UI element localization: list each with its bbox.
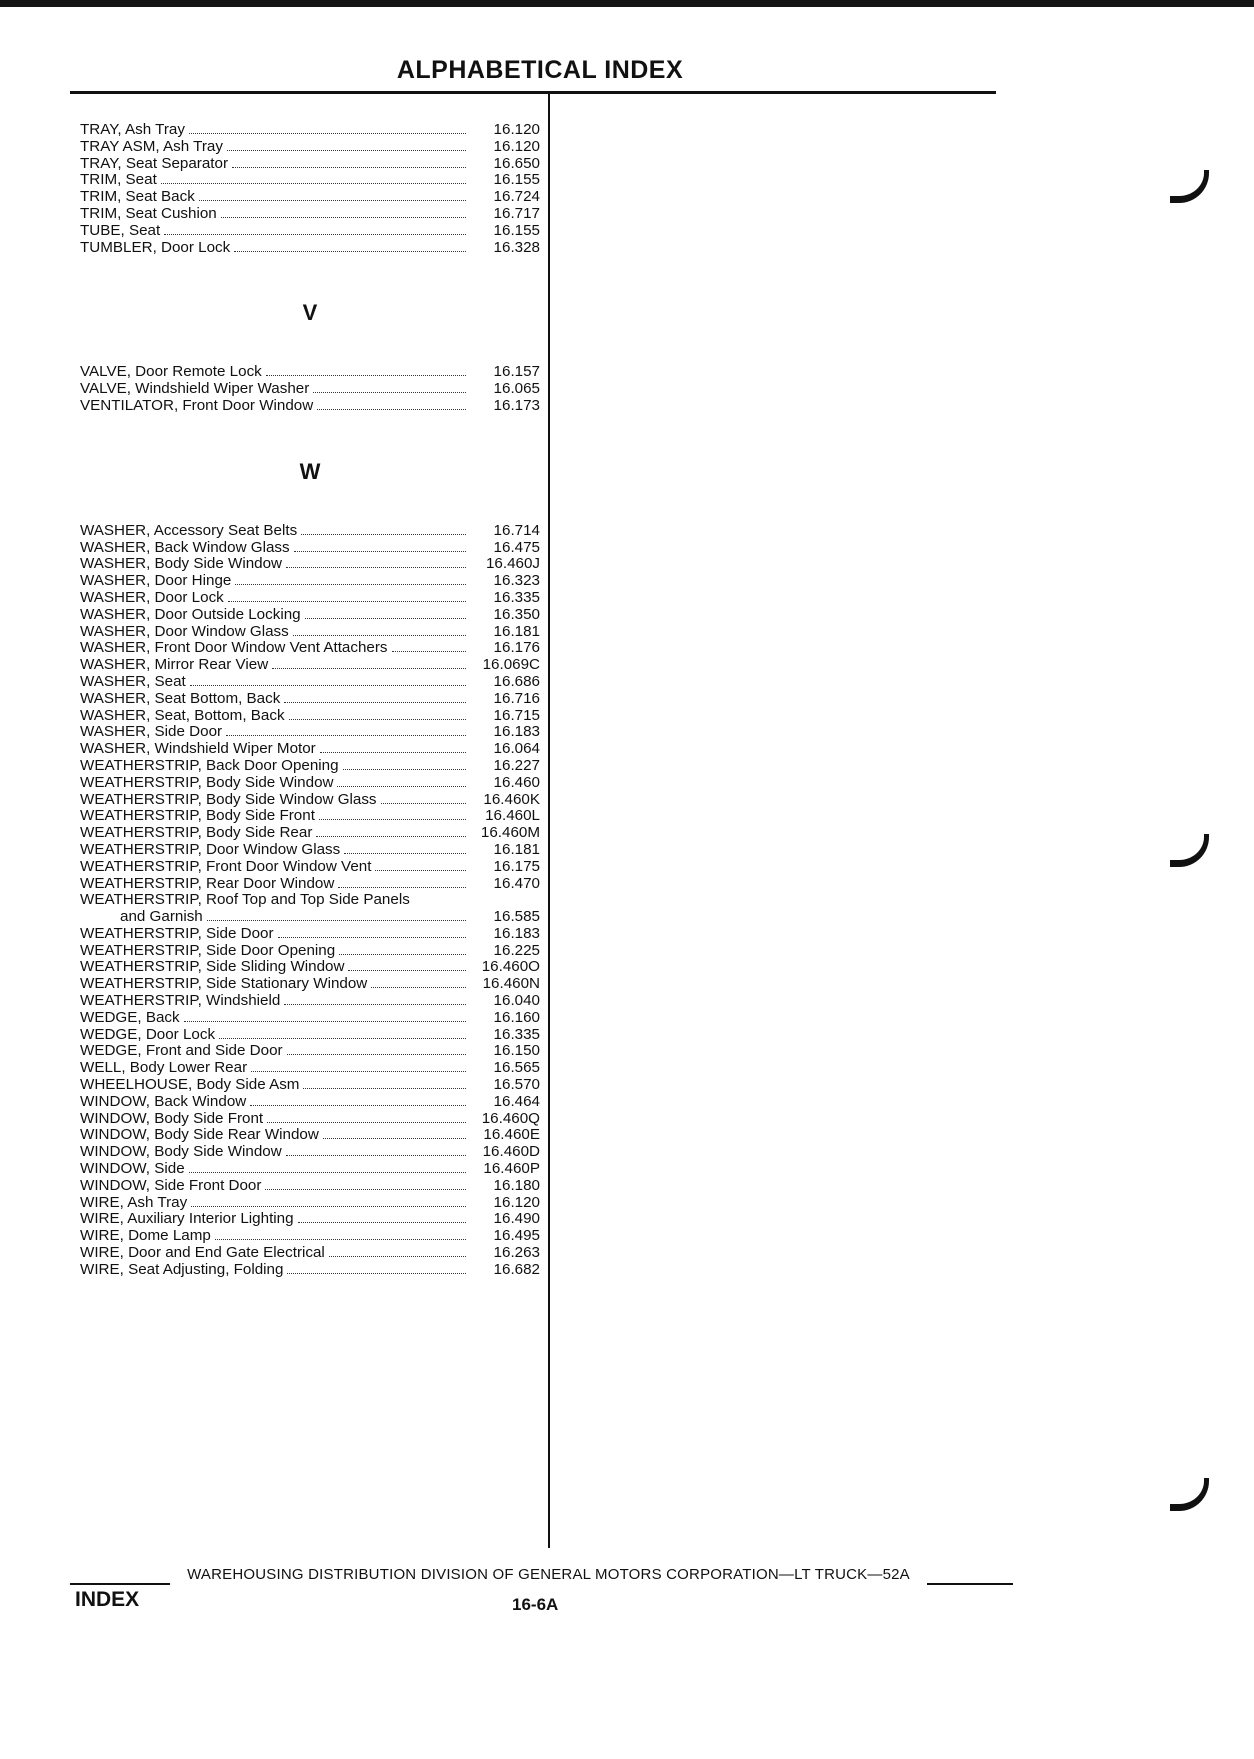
index-entry bbox=[80, 825, 540, 842]
title-underline bbox=[70, 91, 996, 94]
dot-leader bbox=[303, 1088, 466, 1089]
footer-section-label: INDEX bbox=[75, 1588, 140, 1611]
index-section bbox=[80, 122, 540, 256]
dot-leader bbox=[339, 954, 466, 955]
section-letter-heading: V bbox=[302, 300, 318, 326]
entry-label: WEATHERSTRIP, Roof Top and Top Side Panels bbox=[80, 891, 410, 909]
top-border-rule bbox=[0, 0, 1254, 7]
entry-page-ref: 16.065 bbox=[493, 380, 540, 398]
index-entry bbox=[80, 189, 540, 206]
entry-page-ref: 16.328 bbox=[493, 238, 540, 256]
index-entry bbox=[80, 1127, 540, 1144]
entry-label: TRAY ASM, Ash Tray bbox=[80, 137, 223, 155]
entry-page-ref: 16.460Q bbox=[481, 1109, 540, 1127]
index-entry bbox=[80, 206, 540, 223]
entry-label: VALVE, Door Remote Lock bbox=[80, 363, 262, 381]
entry-label: and Garnish bbox=[120, 908, 203, 926]
dot-leader bbox=[286, 1155, 466, 1156]
index-entry bbox=[80, 792, 540, 809]
dot-leader bbox=[265, 1189, 466, 1190]
entry-page-ref: 16.570 bbox=[493, 1076, 540, 1094]
entry-page-ref: 16.120 bbox=[493, 137, 540, 155]
entry-label: WINDOW, Body Side Window bbox=[80, 1143, 282, 1161]
dot-leader bbox=[272, 668, 466, 669]
entry-label: WEATHERSTRIP, Rear Door Window bbox=[80, 874, 335, 892]
entry-page-ref: 16.064 bbox=[493, 740, 540, 758]
dot-leader bbox=[338, 887, 466, 888]
dot-leader bbox=[337, 786, 466, 787]
entry-label: WEATHERSTRIP, Body Side Front bbox=[80, 807, 315, 825]
index-column bbox=[80, 122, 540, 1279]
section-letter-heading: W bbox=[299, 458, 321, 484]
entry-label: VENTILATOR, Front Door Window bbox=[80, 396, 314, 414]
index-entry bbox=[80, 381, 540, 398]
dot-leader bbox=[287, 1054, 466, 1055]
dot-leader bbox=[344, 853, 466, 854]
entry-label: WASHER, Side Door bbox=[80, 723, 223, 741]
entry-page-ref: 16.460E bbox=[483, 1126, 540, 1144]
entry-label: WEATHERSTRIP, Body Side Rear bbox=[80, 824, 313, 842]
dot-leader bbox=[287, 1273, 466, 1274]
dot-leader bbox=[250, 1105, 466, 1106]
index-entry bbox=[80, 640, 540, 657]
index-entry bbox=[80, 139, 540, 156]
entry-label: TRAY, Seat Separator bbox=[80, 154, 229, 172]
dot-leader bbox=[191, 1206, 466, 1207]
entry-page-ref: 16.157 bbox=[493, 363, 540, 381]
entry-page-ref: 16.714 bbox=[493, 521, 540, 539]
index-entry bbox=[80, 674, 540, 691]
entry-page-ref: 16.460N bbox=[482, 975, 540, 993]
index-entry bbox=[80, 993, 540, 1010]
index-entry bbox=[80, 976, 540, 993]
entry-page-ref: 16.460P bbox=[483, 1160, 540, 1178]
index-entry bbox=[80, 1245, 540, 1262]
index-entry bbox=[80, 708, 540, 725]
page-title: ALPHABETICAL INDEX bbox=[396, 56, 684, 84]
entry-page-ref: 16.155 bbox=[493, 171, 540, 189]
entry-page-ref: 16.183 bbox=[493, 723, 540, 741]
dot-leader bbox=[305, 618, 466, 619]
dot-leader bbox=[286, 567, 466, 568]
index-entry bbox=[80, 1144, 540, 1161]
entry-label: WASHER, Seat bbox=[80, 672, 186, 690]
entry-label: TRIM, Seat bbox=[80, 171, 157, 189]
entry-label: WEATHERSTRIP, Windshield bbox=[80, 992, 281, 1010]
entry-label: WINDOW, Side Front Door bbox=[80, 1176, 262, 1194]
entry-page-ref: 16.715 bbox=[493, 706, 540, 724]
dot-leader bbox=[343, 769, 466, 770]
footer-rule-left bbox=[70, 1583, 170, 1585]
dot-leader bbox=[294, 551, 466, 552]
dot-leader bbox=[161, 183, 466, 184]
entry-page-ref: 16.460 bbox=[493, 773, 540, 791]
entry-label: WASHER, Door Hinge bbox=[80, 572, 232, 590]
entry-label: VALVE, Windshield Wiper Washer bbox=[80, 380, 310, 398]
entry-label: WINDOW, Body Side Front bbox=[80, 1109, 264, 1127]
entry-page-ref: 16.716 bbox=[493, 689, 540, 707]
entry-label: WEATHERSTRIP, Side Sliding Window bbox=[80, 958, 345, 976]
dot-leader bbox=[234, 251, 466, 252]
entry-page-ref: 16.682 bbox=[493, 1260, 540, 1278]
index-entry bbox=[80, 1195, 540, 1212]
entry-label: WASHER, Body Side Window bbox=[80, 555, 283, 573]
binder-clip-icon bbox=[1170, 834, 1204, 860]
entry-label: WELL, Body Lower Rear bbox=[80, 1059, 248, 1077]
entry-page-ref: 16.173 bbox=[493, 396, 540, 414]
index-entry bbox=[80, 1094, 540, 1111]
entry-page-ref: 16.495 bbox=[493, 1227, 540, 1245]
entry-page-ref: 16.227 bbox=[493, 756, 540, 774]
entry-label: WASHER, Mirror Rear View bbox=[80, 656, 269, 674]
entry-label: WIRE, Seat Adjusting, Folding bbox=[80, 1260, 284, 1278]
index-entry bbox=[80, 1027, 540, 1044]
index-entry bbox=[80, 240, 540, 257]
entry-page-ref: 16.335 bbox=[493, 588, 540, 606]
entry-label: WASHER, Back Window Glass bbox=[80, 538, 290, 556]
index-entry bbox=[80, 364, 540, 381]
entry-page-ref: 16.069C bbox=[482, 656, 540, 674]
index-entry bbox=[80, 1111, 540, 1128]
entry-page-ref: 16.717 bbox=[493, 204, 540, 222]
entry-page-ref: 16.460K bbox=[483, 790, 540, 808]
entry-label: WEATHERSTRIP, Side Stationary Window bbox=[80, 975, 368, 993]
index-entry bbox=[80, 724, 540, 741]
index-entry bbox=[80, 1228, 540, 1245]
dot-leader bbox=[301, 534, 466, 535]
entry-page-ref: 16.040 bbox=[493, 992, 540, 1010]
binder-clip-icon bbox=[1170, 170, 1204, 196]
index-section bbox=[80, 300, 540, 414]
dot-leader bbox=[284, 702, 466, 703]
dot-leader bbox=[392, 651, 466, 652]
entry-page-ref: 16.155 bbox=[493, 221, 540, 239]
entry-page-ref: 16.120 bbox=[493, 1193, 540, 1211]
dot-leader bbox=[164, 234, 466, 235]
entry-page-ref: 16.181 bbox=[493, 622, 540, 640]
index-entry bbox=[80, 1211, 540, 1228]
dot-leader bbox=[298, 1222, 466, 1223]
entry-page-ref: 16.470 bbox=[493, 874, 540, 892]
dot-leader bbox=[329, 1256, 466, 1257]
entry-page-ref: 16.460O bbox=[481, 958, 540, 976]
dot-leader bbox=[323, 1138, 466, 1139]
index-entry bbox=[80, 926, 540, 943]
dot-leader bbox=[293, 635, 466, 636]
entry-label: WEATHERSTRIP, Door Window Glass bbox=[80, 840, 341, 858]
entry-label: WASHER, Accessory Seat Belts bbox=[80, 521, 298, 539]
entry-label: WIRE, Door and End Gate Electrical bbox=[80, 1244, 325, 1262]
entry-page-ref: 16.180 bbox=[493, 1176, 540, 1194]
index-entry bbox=[80, 1060, 540, 1077]
index-entry bbox=[80, 540, 540, 557]
entry-page-ref: 16.176 bbox=[493, 639, 540, 657]
entry-page-ref: 16.686 bbox=[493, 672, 540, 690]
dot-leader bbox=[189, 133, 466, 134]
entry-label: WASHER, Seat, Bottom, Back bbox=[80, 706, 285, 724]
footer-rule-right bbox=[927, 1583, 1013, 1585]
entry-page-ref: 16.460L bbox=[485, 807, 540, 825]
entry-label: WINDOW, Side bbox=[80, 1160, 185, 1178]
index-section bbox=[80, 459, 540, 1279]
index-entry bbox=[80, 1262, 540, 1279]
entry-page-ref: 16.160 bbox=[493, 1008, 540, 1026]
dot-leader bbox=[226, 735, 466, 736]
index-entry bbox=[80, 775, 540, 792]
entry-label: WEDGE, Front and Side Door bbox=[80, 1042, 283, 1060]
entry-label: WEATHERSTRIP, Side Door Opening bbox=[80, 941, 336, 959]
binder-clip-icon bbox=[1170, 1478, 1204, 1504]
dot-leader bbox=[284, 1004, 466, 1005]
index-entry bbox=[80, 758, 540, 775]
entry-page-ref: 16.335 bbox=[493, 1025, 540, 1043]
dot-leader bbox=[207, 920, 466, 921]
dot-leader bbox=[215, 1239, 466, 1240]
entry-page-ref: 16.585 bbox=[493, 908, 540, 926]
dot-leader bbox=[221, 217, 466, 218]
entry-label: WINDOW, Body Side Rear Window bbox=[80, 1126, 319, 1144]
dot-leader bbox=[316, 836, 466, 837]
dot-leader bbox=[317, 409, 466, 410]
dot-leader bbox=[313, 392, 466, 393]
entry-page-ref: 16.150 bbox=[493, 1042, 540, 1060]
entry-label: TRAY, Ash Tray bbox=[80, 121, 185, 138]
index-entry bbox=[80, 1161, 540, 1178]
entry-label: WIRE, Ash Tray bbox=[80, 1193, 188, 1211]
dot-leader bbox=[199, 200, 466, 201]
entry-page-ref: 16.724 bbox=[493, 188, 540, 206]
entry-label: WASHER, Door Lock bbox=[80, 588, 224, 606]
dot-leader bbox=[371, 987, 466, 988]
index-entry bbox=[80, 892, 540, 909]
index-entry bbox=[80, 122, 540, 139]
entry-label: WEATHERSTRIP, Side Door bbox=[80, 924, 274, 942]
dot-leader bbox=[348, 970, 466, 971]
entry-page-ref: 16.183 bbox=[493, 924, 540, 942]
index-entry bbox=[80, 741, 540, 758]
entry-label: TRIM, Seat Back bbox=[80, 188, 195, 206]
index-entry bbox=[80, 398, 540, 415]
entry-page-ref: 16.263 bbox=[493, 1244, 540, 1262]
dot-leader bbox=[251, 1071, 466, 1072]
entry-page-ref: 16.565 bbox=[493, 1059, 540, 1077]
entry-label: WEATHERSTRIP, Body Side Window bbox=[80, 773, 334, 791]
footer-publisher: WAREHOUSING DISTRIBUTION DIVISION OF GENERAL MOTORS CORPORATION—LT TRUCK—52A bbox=[187, 1566, 910, 1583]
entry-label: WHEELHOUSE, Body Side Asm bbox=[80, 1076, 300, 1094]
index-entry bbox=[80, 1010, 540, 1027]
index-entry bbox=[80, 876, 540, 893]
index-entry bbox=[80, 1043, 540, 1060]
entry-page-ref: 16.460D bbox=[482, 1143, 540, 1161]
entry-label: WASHER, Door Window Glass bbox=[80, 622, 289, 640]
index-entry bbox=[80, 657, 540, 674]
index-entry bbox=[80, 156, 540, 173]
entry-label: WEATHERSTRIP, Body Side Window Glass bbox=[80, 790, 377, 808]
dot-leader bbox=[235, 584, 466, 585]
entry-label: TRIM, Seat Cushion bbox=[80, 204, 217, 222]
dot-leader bbox=[381, 803, 466, 804]
entry-label: WEATHERSTRIP, Front Door Window Vent bbox=[80, 857, 372, 875]
dot-leader bbox=[190, 685, 466, 686]
index-entry bbox=[80, 1178, 540, 1195]
entry-page-ref: 16.490 bbox=[493, 1210, 540, 1228]
entry-label: WASHER, Front Door Window Vent Attachers bbox=[80, 639, 388, 657]
dot-leader bbox=[319, 819, 466, 820]
index-entry bbox=[80, 172, 540, 189]
index-entry bbox=[80, 909, 540, 926]
entry-page-ref: 16.650 bbox=[493, 154, 540, 172]
dot-leader bbox=[227, 150, 466, 151]
dot-leader bbox=[184, 1021, 466, 1022]
entry-label: WEDGE, Back bbox=[80, 1008, 180, 1026]
index-entry bbox=[80, 523, 540, 540]
index-entry bbox=[80, 859, 540, 876]
entry-page-ref: 16.460M bbox=[480, 824, 540, 842]
entry-page-ref: 16.323 bbox=[493, 572, 540, 590]
dot-leader bbox=[278, 937, 466, 938]
entry-label: WEATHERSTRIP, Back Door Opening bbox=[80, 756, 339, 774]
entry-label: WINDOW, Back Window bbox=[80, 1092, 247, 1110]
entry-label: WIRE, Dome Lamp bbox=[80, 1227, 211, 1245]
entry-page-ref: 16.475 bbox=[493, 538, 540, 556]
entry-label: WASHER, Seat Bottom, Back bbox=[80, 689, 281, 707]
index-entry bbox=[80, 223, 540, 240]
dot-leader bbox=[228, 601, 466, 602]
entry-page-ref: 16.350 bbox=[493, 605, 540, 623]
dot-leader bbox=[189, 1172, 466, 1173]
footer-page-number: 16-6A bbox=[512, 1595, 559, 1614]
column-divider bbox=[548, 93, 550, 1548]
index-entry bbox=[80, 943, 540, 960]
entry-label: WASHER, Windshield Wiper Motor bbox=[80, 740, 316, 758]
dot-leader bbox=[320, 752, 466, 753]
index-entry bbox=[80, 556, 540, 573]
entry-page-ref: 16.120 bbox=[493, 121, 540, 138]
entry-page-ref: 16.181 bbox=[493, 840, 540, 858]
index-entry bbox=[80, 1077, 540, 1094]
index-entry bbox=[80, 573, 540, 590]
index-entry bbox=[80, 959, 540, 976]
entry-label: TUMBLER, Door Lock bbox=[80, 238, 231, 256]
index-entry bbox=[80, 842, 540, 859]
entry-label: WASHER, Door Outside Locking bbox=[80, 605, 301, 623]
entry-label: WIRE, Auxiliary Interior Lighting bbox=[80, 1210, 294, 1228]
entry-page-ref: 16.175 bbox=[493, 857, 540, 875]
index-entry bbox=[80, 607, 540, 624]
dot-leader bbox=[266, 375, 466, 376]
index-entry bbox=[80, 691, 540, 708]
dot-leader bbox=[375, 870, 466, 871]
entry-page-ref: 16.225 bbox=[493, 941, 540, 959]
dot-leader bbox=[289, 719, 466, 720]
dot-leader bbox=[219, 1038, 466, 1039]
entry-label: WEDGE, Door Lock bbox=[80, 1025, 216, 1043]
entry-page-ref: 16.460J bbox=[485, 555, 540, 573]
entry-label: TUBE, Seat bbox=[80, 221, 161, 239]
index-entry bbox=[80, 624, 540, 641]
index-entry bbox=[80, 808, 540, 825]
entry-page-ref: 16.464 bbox=[493, 1092, 540, 1110]
index-entry bbox=[80, 590, 540, 607]
dot-leader bbox=[267, 1122, 466, 1123]
dot-leader bbox=[232, 167, 466, 168]
